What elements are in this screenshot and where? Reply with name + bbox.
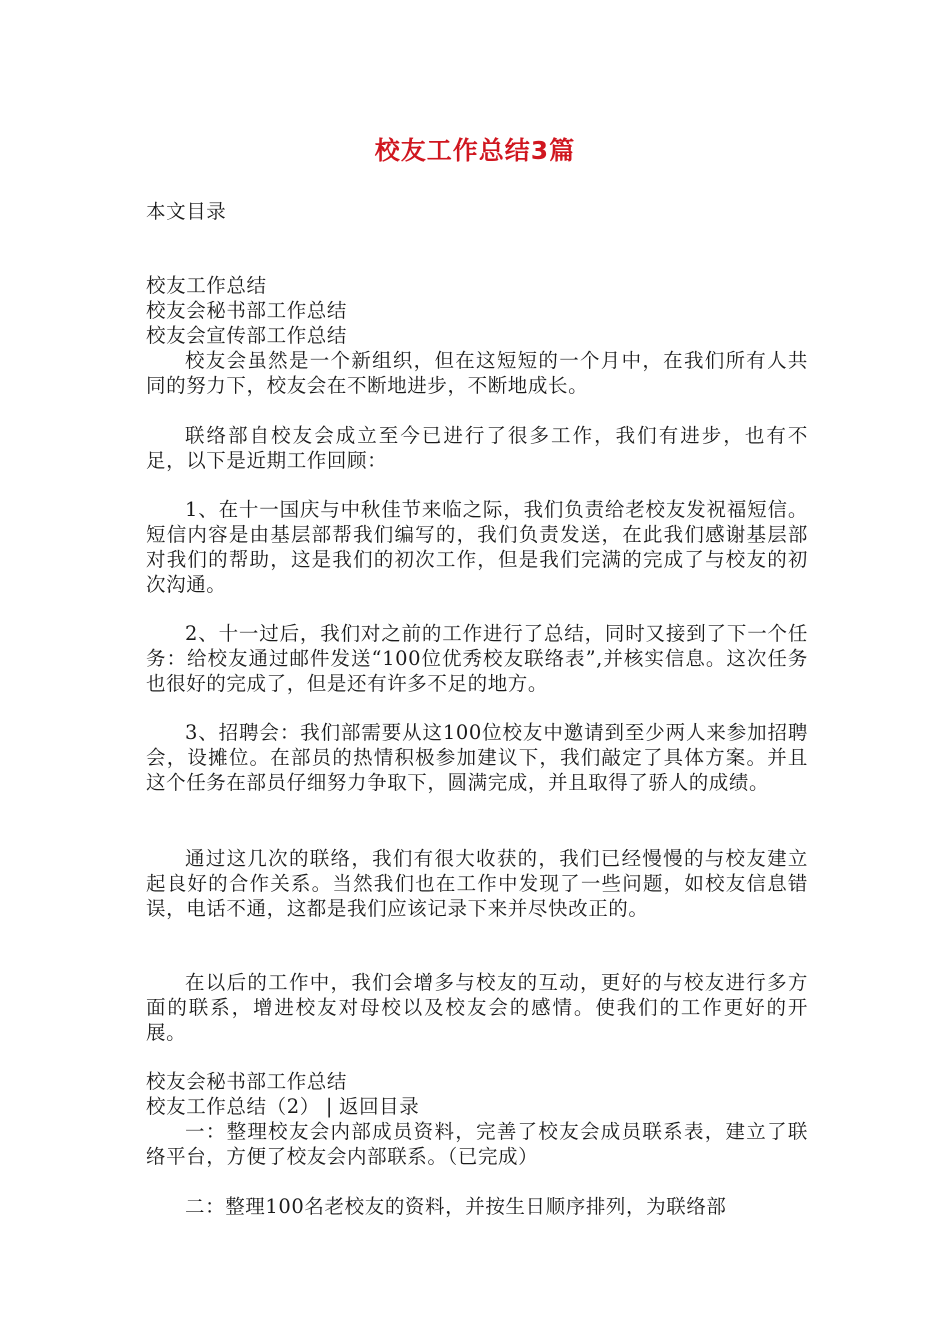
section-subheading [146, 1094, 808, 1119]
paragraph-text: 在以后的工作中，我们会增多与校友的互动，更好的与校友进行多方面的联系，增进校友对母校以及校友会的感情。使我们的工作更好的开展。 [146, 971, 808, 1044]
section-subheading-label: 校友工作总结（2） [146, 1095, 320, 1118]
toc-heading: 本文目录 [146, 200, 227, 223]
paragraph [146, 621, 808, 696]
paragraph [146, 846, 808, 921]
document-title: 校友工作总结3篇 [374, 136, 576, 165]
toc-item[interactable]: 校友会秘书部工作总结 [146, 299, 348, 322]
separator: | [325, 1095, 333, 1118]
paragraph [146, 423, 808, 473]
paragraph-text: 通过这几次的联络，我们有很大收获的，我们已经慢慢的与校友建立起良好的合作关系。当然我们也在工作中发现了一些问题，如校友信息错误，电话不通，这都是我们应该记录下来并尽快改正的。 [146, 847, 808, 920]
toc-item[interactable]: 校友会宣传部工作总结 [146, 324, 348, 347]
paragraph-text: 联络部自校友会成立至今已进行了很多工作，我们有进步，也有不足，以下是近期工作回顾： [146, 424, 808, 472]
paragraph-text: 校友会虽然是一个新组织，但在这短短的一个月中，在我们所有人共同的努力下，校友会在不断地进步，不断地成长。 [146, 349, 808, 397]
paragraph [146, 1119, 808, 1169]
paragraph-text: 3、招聘会：我们部需要从这100位校友中邀请到至少两人来参加招聘会，设摊位。在部员的热情积极参加建议下，我们敲定了具体方案。并且这个任务在部员仔细努力争取下，圆满完成，并且取得了骄人的成绩。 [146, 721, 808, 794]
paragraph [146, 720, 808, 795]
table-of-contents [146, 273, 808, 348]
paragraph [146, 348, 808, 398]
back-to-toc-link[interactable]: 返回目录 [338, 1095, 420, 1118]
paragraph-text: 二：整理100名老校友的资料，并按生日顺序排列，为联络部 [185, 1195, 727, 1218]
toc-item[interactable]: 校友工作总结 [146, 274, 267, 297]
paragraph [146, 1194, 808, 1219]
paragraph-text: 一：整理校友会内部成员资料，完善了校友会成员联系表，建立了联络平台，方便了校友会内部联系。（已完成） [146, 1120, 808, 1168]
paragraph [146, 497, 808, 597]
section-heading: 校友会秘书部工作总结 [146, 1070, 348, 1093]
paragraph-text: 1、在十一国庆与中秋佳节来临之际，我们负责给老校友发祝福短信。短信内容是由基层部帮我们编写的，我们负责发送，在此我们感谢基层部对我们的帮助，这是我们的初次工作，但是我们完满的完成了与校友的初次沟通。 [146, 498, 808, 596]
paragraph-text: 2、十一过后，我们对之前的工作进行了总结，同时又接到了下一个任务：给校友通过邮件发送“100位优秀校友联络表”,并核实信息。这次任务也很好的完成了，但是还有许多不足的地方。 [146, 622, 808, 695]
paragraph [146, 970, 808, 1045]
